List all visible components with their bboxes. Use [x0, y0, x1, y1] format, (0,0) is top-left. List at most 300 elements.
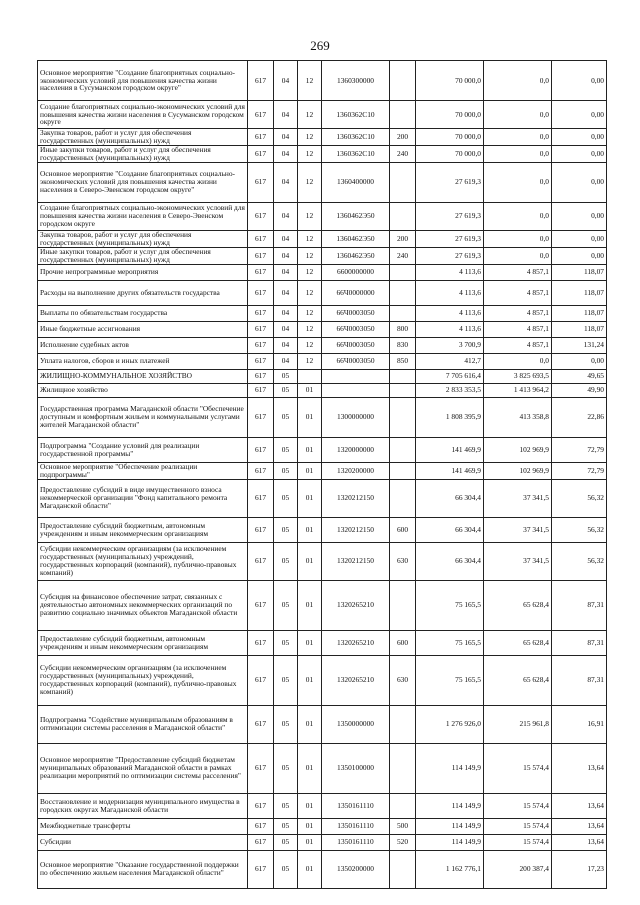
- cell-csr: 1300000000: [322, 397, 390, 437]
- cell-amount-fact: 1 413 964,2: [484, 383, 552, 397]
- cell-csr: 1320200000: [322, 462, 390, 479]
- cell-name: Основное мероприятие "Оказание государственной поддержки по обеспечению жильем населения Магаданской области": [38, 850, 248, 888]
- cell-csr: 66Ч0000000: [322, 280, 390, 305]
- cell-vr: 830: [390, 337, 416, 353]
- table-row: [38, 305, 607, 321]
- cell-ved: 617: [248, 479, 274, 517]
- table-row: [38, 479, 607, 517]
- cell-name: Подпрограмма "Содействие муниципальным образованиям в оптимизации системы расселения в Магаданской области": [38, 705, 248, 743]
- cell-csr: 1360462Э50: [322, 247, 390, 264]
- cell-name: Иные бюджетные ассигнования: [38, 321, 248, 337]
- cell-rz: 04: [274, 247, 298, 264]
- cell-amount-plan: 114 149,9: [416, 793, 484, 818]
- cell-amount-fact: 3 825 693,5: [484, 369, 552, 383]
- cell-pr: 12: [298, 280, 322, 305]
- table-row: [38, 705, 607, 743]
- cell-csr: 66Ч0003050: [322, 305, 390, 321]
- cell-name: Расходы на выполнение других обязательств государства: [38, 280, 248, 305]
- cell-csr: 1360362С10: [322, 129, 390, 146]
- cell-name: Создание благоприятных социально-экономических условий для повышения качества жизни населения в Северо-Эвенском городском округе: [38, 202, 248, 230]
- cell-pr: 01: [298, 462, 322, 479]
- cell-csr: 1320212150: [322, 542, 390, 580]
- cell-ved: 617: [248, 834, 274, 850]
- cell-percent: 22,86: [552, 397, 607, 437]
- cell-pr: 01: [298, 705, 322, 743]
- cell-vr: 630: [390, 542, 416, 580]
- cell-amount-plan: 4 113,6: [416, 280, 484, 305]
- cell-name: Предоставление субсидий бюджетным, автономным учреждениям и иным некоммерческим организациям: [38, 517, 248, 542]
- cell-name: ЖИЛИЩНО-КОММУНАЛЬНОЕ ХОЗЯЙСТВО: [38, 369, 248, 383]
- cell-vr: [390, 743, 416, 793]
- cell-vr: [390, 479, 416, 517]
- cell-rz: 05: [274, 383, 298, 397]
- cell-vr: [390, 305, 416, 321]
- cell-rz: 05: [274, 517, 298, 542]
- cell-amount-plan: 1 276 926,0: [416, 705, 484, 743]
- cell-percent: 56,32: [552, 517, 607, 542]
- cell-rz: 04: [274, 129, 298, 146]
- table-row: [38, 369, 607, 383]
- cell-ved: 617: [248, 705, 274, 743]
- cell-ved: 617: [248, 230, 274, 247]
- cell-amount-fact: 0,0: [484, 247, 552, 264]
- cell-vr: [390, 383, 416, 397]
- cell-amount-fact: 4 857,1: [484, 280, 552, 305]
- cell-rz: 05: [274, 479, 298, 517]
- cell-amount-plan: 27 619,3: [416, 230, 484, 247]
- table-row: [38, 280, 607, 305]
- cell-csr: 1320212150: [322, 517, 390, 542]
- cell-vr: [390, 397, 416, 437]
- table-row: [38, 542, 607, 580]
- cell-name: Прочие непрограммные мероприятия: [38, 264, 248, 280]
- cell-csr: 1350161110: [322, 834, 390, 850]
- table-row: [38, 580, 607, 630]
- cell-pr: 01: [298, 793, 322, 818]
- cell-rz: 05: [274, 655, 298, 705]
- cell-pr: 01: [298, 397, 322, 437]
- cell-csr: 1360300000: [322, 61, 390, 101]
- cell-amount-fact: 0,0: [484, 145, 552, 162]
- cell-amount-plan: 66 304,4: [416, 517, 484, 542]
- cell-csr: 1350161110: [322, 793, 390, 818]
- cell-name: Основное мероприятие "Создание благоприятных социально-экономических условий для повышения качества жизни населения в Сусуманском городском округе": [38, 61, 248, 101]
- cell-name: Основное мероприятие "Обеспечение реализации подпрограммы": [38, 462, 248, 479]
- cell-amount-fact: 102 969,9: [484, 462, 552, 479]
- cell-name: Выплаты по обязательствам государства: [38, 305, 248, 321]
- cell-name: Государственная программа Магаданской области "Обеспечение доступным и комфортным жильем и коммунальными услугами жителей Магаданской области": [38, 397, 248, 437]
- cell-percent: 49,90: [552, 383, 607, 397]
- cell-name: Субсидии: [38, 834, 248, 850]
- cell-pr: 01: [298, 818, 322, 834]
- cell-pr: 12: [298, 61, 322, 101]
- cell-rz: 04: [274, 202, 298, 230]
- cell-amount-fact: 4 857,1: [484, 321, 552, 337]
- cell-rz: 05: [274, 705, 298, 743]
- cell-ved: 617: [248, 397, 274, 437]
- cell-amount-fact: 15 574,4: [484, 834, 552, 850]
- cell-name: Создание благоприятных социально-экономических условий для повышения качества жизни населения в Сусуманском городском округе: [38, 101, 248, 129]
- cell-vr: 600: [390, 630, 416, 655]
- cell-name: Жилищное хозяйство: [38, 383, 248, 397]
- cell-percent: 56,32: [552, 479, 607, 517]
- table-row: [38, 437, 607, 462]
- cell-csr: 1360400000: [322, 162, 390, 202]
- cell-name: Иные закупки товаров, работ и услуг для обеспечения государственных (муниципальных) нужд: [38, 145, 248, 162]
- cell-amount-fact: 102 969,9: [484, 437, 552, 462]
- cell-csr: 1350161110: [322, 818, 390, 834]
- cell-percent: 13,64: [552, 793, 607, 818]
- cell-rz: 05: [274, 818, 298, 834]
- cell-pr: 01: [298, 655, 322, 705]
- cell-ved: 617: [248, 337, 274, 353]
- cell-vr: [390, 202, 416, 230]
- cell-amount-plan: 75 165,5: [416, 655, 484, 705]
- cell-rz: 04: [274, 145, 298, 162]
- table-row: [38, 793, 607, 818]
- cell-rz: 04: [274, 353, 298, 369]
- cell-ved: 617: [248, 793, 274, 818]
- cell-amount-plan: 27 619,3: [416, 247, 484, 264]
- cell-amount-fact: 0,0: [484, 61, 552, 101]
- cell-amount-plan: 412,7: [416, 353, 484, 369]
- cell-rz: 05: [274, 834, 298, 850]
- cell-percent: 13,64: [552, 818, 607, 834]
- cell-name: Субсидии некоммерческим организациям (за исключением государственных (муниципальных) учреждений, государственных корпораций (компаний), публично-правовых компаний): [38, 542, 248, 580]
- cell-vr: [390, 280, 416, 305]
- cell-rz: 05: [274, 462, 298, 479]
- cell-amount-plan: 66 304,4: [416, 542, 484, 580]
- cell-amount-fact: 4 857,1: [484, 337, 552, 353]
- cell-name: Предоставление субсидий в виде имущественного взноса некоммерческой организации "Фонд капитального ремонта Магаданской области": [38, 479, 248, 517]
- table-row: [38, 230, 607, 247]
- cell-name: Основное мероприятие "Предоставление субсидий бюджетам муниципальных образований Магаданской области в рамках реализации мероприятий по оптимизации системы расселения": [38, 743, 248, 793]
- cell-csr: 1360462Э50: [322, 230, 390, 247]
- cell-amount-fact: 200 387,4: [484, 850, 552, 888]
- cell-pr: 12: [298, 129, 322, 146]
- table-row: [38, 321, 607, 337]
- table-row: [38, 129, 607, 146]
- cell-percent: 72,79: [552, 437, 607, 462]
- cell-csr: 66Ч0003050: [322, 321, 390, 337]
- cell-ved: 617: [248, 321, 274, 337]
- cell-csr: [322, 369, 390, 383]
- cell-amount-fact: 413 358,8: [484, 397, 552, 437]
- cell-name: Иные закупки товаров, работ и услуг для обеспечения государственных (муниципальных) нужд: [38, 247, 248, 264]
- cell-rz: 04: [274, 321, 298, 337]
- cell-amount-fact: 0,0: [484, 230, 552, 247]
- cell-ved: 617: [248, 850, 274, 888]
- cell-amount-plan: 114 149,9: [416, 834, 484, 850]
- cell-pr: 01: [298, 743, 322, 793]
- cell-ved: 617: [248, 202, 274, 230]
- cell-vr: [390, 850, 416, 888]
- cell-pr: 01: [298, 630, 322, 655]
- cell-ved: 617: [248, 580, 274, 630]
- cell-vr: 240: [390, 145, 416, 162]
- cell-percent: 0,00: [552, 162, 607, 202]
- cell-percent: 0,00: [552, 61, 607, 101]
- table-row: [38, 101, 607, 129]
- cell-csr: 66Ч0003050: [322, 353, 390, 369]
- cell-rz: 05: [274, 542, 298, 580]
- cell-amount-fact: 0,0: [484, 129, 552, 146]
- cell-ved: 617: [248, 162, 274, 202]
- cell-pr: 01: [298, 383, 322, 397]
- cell-amount-plan: 66 304,4: [416, 479, 484, 517]
- cell-percent: 118,07: [552, 280, 607, 305]
- cell-pr: 12: [298, 353, 322, 369]
- cell-percent: 118,07: [552, 321, 607, 337]
- cell-ved: 617: [248, 655, 274, 705]
- cell-amount-plan: 70 000,0: [416, 145, 484, 162]
- table-row: [38, 247, 607, 264]
- cell-rz: 04: [274, 162, 298, 202]
- cell-percent: 72,79: [552, 462, 607, 479]
- table-row: [38, 850, 607, 888]
- cell-percent: 49,65: [552, 369, 607, 383]
- cell-percent: 87,31: [552, 630, 607, 655]
- cell-name: Субсидия на финансовое обеспечение затрат, связанных с деятельностью автономных некоммерческих организаций по развитию социально значимых объектов Магаданской области: [38, 580, 248, 630]
- cell-ved: 617: [248, 305, 274, 321]
- cell-csr: 1360362С10: [322, 101, 390, 129]
- cell-rz: 05: [274, 793, 298, 818]
- cell-amount-fact: 15 574,4: [484, 743, 552, 793]
- cell-vr: [390, 162, 416, 202]
- cell-rz: 04: [274, 101, 298, 129]
- cell-ved: 617: [248, 743, 274, 793]
- cell-csr: 1350200000: [322, 850, 390, 888]
- cell-pr: 01: [298, 479, 322, 517]
- cell-csr: 1350100000: [322, 743, 390, 793]
- cell-vr: 200: [390, 230, 416, 247]
- cell-ved: 617: [248, 542, 274, 580]
- cell-rz: 04: [274, 230, 298, 247]
- cell-amount-plan: 7 705 616,4: [416, 369, 484, 383]
- cell-pr: 01: [298, 517, 322, 542]
- cell-amount-fact: 65 628,4: [484, 580, 552, 630]
- table-row: [38, 462, 607, 479]
- cell-ved: 617: [248, 264, 274, 280]
- cell-amount-fact: 4 857,1: [484, 305, 552, 321]
- cell-name: Основное мероприятие "Создание благоприятных социально-экономических условий для повышения качества жизни населения в Северо-Эвенском городском округе": [38, 162, 248, 202]
- cell-amount-fact: 0,0: [484, 353, 552, 369]
- cell-vr: 520: [390, 834, 416, 850]
- table-row: [38, 818, 607, 834]
- cell-amount-plan: 1 808 395,9: [416, 397, 484, 437]
- cell-rz: 05: [274, 369, 298, 383]
- cell-pr: 01: [298, 580, 322, 630]
- cell-name: Исполнение судебных актов: [38, 337, 248, 353]
- cell-amount-plan: 27 619,3: [416, 202, 484, 230]
- table-row: [38, 145, 607, 162]
- cell-pr: 12: [298, 247, 322, 264]
- cell-amount-fact: 37 341,5: [484, 479, 552, 517]
- cell-csr: 66Ч0003050: [322, 337, 390, 353]
- cell-pr: 12: [298, 145, 322, 162]
- cell-rz: 05: [274, 850, 298, 888]
- cell-amount-plan: 70 000,0: [416, 61, 484, 101]
- cell-vr: 240: [390, 247, 416, 264]
- table-row: [38, 743, 607, 793]
- cell-vr: 630: [390, 655, 416, 705]
- cell-amount-plan: 141 469,9: [416, 462, 484, 479]
- cell-amount-fact: 65 628,4: [484, 655, 552, 705]
- cell-amount-fact: 215 961,8: [484, 705, 552, 743]
- cell-vr: [390, 793, 416, 818]
- cell-amount-fact: 15 574,4: [484, 818, 552, 834]
- cell-percent: 87,31: [552, 580, 607, 630]
- table-row: [38, 655, 607, 705]
- cell-percent: 0,00: [552, 247, 607, 264]
- cell-percent: 118,07: [552, 264, 607, 280]
- cell-amount-plan: 4 113,6: [416, 305, 484, 321]
- cell-amount-plan: 114 149,9: [416, 743, 484, 793]
- cell-csr: 1320265210: [322, 630, 390, 655]
- cell-csr: 6600000000: [322, 264, 390, 280]
- cell-amount-plan: 2 833 353,5: [416, 383, 484, 397]
- cell-vr: 200: [390, 129, 416, 146]
- cell-amount-plan: 4 113,6: [416, 264, 484, 280]
- cell-name: Закупка товаров, работ и услуг для обеспечения государственных (муниципальных) нужд: [38, 129, 248, 146]
- cell-ved: 617: [248, 61, 274, 101]
- cell-amount-plan: 1 162 776,1: [416, 850, 484, 888]
- cell-rz: 05: [274, 397, 298, 437]
- cell-vr: [390, 101, 416, 129]
- cell-csr: 1360362С10: [322, 145, 390, 162]
- cell-vr: [390, 369, 416, 383]
- cell-ved: 617: [248, 517, 274, 542]
- page-number: 269: [310, 38, 330, 53]
- cell-name: Уплата налогов, сборов и иных платежей: [38, 353, 248, 369]
- cell-rz: 05: [274, 630, 298, 655]
- cell-name: Субсидии некоммерческим организациям (за исключением государственных (муниципальных) учреждений, государственных корпораций (компаний), публично-правовых компаний): [38, 655, 248, 705]
- cell-ved: 617: [248, 145, 274, 162]
- cell-ved: 617: [248, 437, 274, 462]
- cell-percent: 0,00: [552, 129, 607, 146]
- cell-rz: 05: [274, 743, 298, 793]
- cell-ved: 617: [248, 369, 274, 383]
- cell-pr: 12: [298, 264, 322, 280]
- cell-vr: 800: [390, 321, 416, 337]
- cell-pr: 12: [298, 230, 322, 247]
- cell-percent: 0,00: [552, 353, 607, 369]
- table-row: [38, 397, 607, 437]
- cell-vr: [390, 437, 416, 462]
- cell-name: Закупка товаров, работ и услуг для обеспечения государственных (муниципальных) нужд: [38, 230, 248, 247]
- cell-pr: 12: [298, 101, 322, 129]
- cell-amount-fact: 37 341,5: [484, 517, 552, 542]
- budget-table: [37, 60, 607, 889]
- cell-percent: 131,24: [552, 337, 607, 353]
- cell-name: Подпрограмма "Создание условий для реализации государственной программы": [38, 437, 248, 462]
- cell-ved: 617: [248, 129, 274, 146]
- cell-ved: 617: [248, 462, 274, 479]
- cell-pr: 12: [298, 162, 322, 202]
- cell-rz: 04: [274, 280, 298, 305]
- cell-csr: 1320212150: [322, 479, 390, 517]
- table-row: [38, 353, 607, 369]
- cell-csr: 1360462Э50: [322, 202, 390, 230]
- cell-amount-fact: 65 628,4: [484, 630, 552, 655]
- cell-amount-fact: 15 574,4: [484, 793, 552, 818]
- cell-name: Межбюджетные трансферты: [38, 818, 248, 834]
- cell-amount-plan: 70 000,0: [416, 101, 484, 129]
- cell-pr: 12: [298, 337, 322, 353]
- table-row: [38, 383, 607, 397]
- cell-rz: 05: [274, 437, 298, 462]
- cell-amount-fact: 0,0: [484, 162, 552, 202]
- table-row: [38, 264, 607, 280]
- cell-name: Предоставление субсидий бюджетным, автономным учреждениям и иным некоммерческим организациям: [38, 630, 248, 655]
- cell-name: Восстановление и модернизация муниципального имущества в городских округах Магаданской области: [38, 793, 248, 818]
- cell-percent: 16,91: [552, 705, 607, 743]
- cell-amount-plan: 114 149,9: [416, 818, 484, 834]
- cell-pr: 01: [298, 850, 322, 888]
- cell-percent: 0,00: [552, 202, 607, 230]
- cell-amount-fact: 37 341,5: [484, 542, 552, 580]
- cell-vr: [390, 264, 416, 280]
- cell-csr: 1350000000: [322, 705, 390, 743]
- cell-rz: 04: [274, 264, 298, 280]
- cell-csr: [322, 383, 390, 397]
- cell-percent: 87,31: [552, 655, 607, 705]
- cell-amount-plan: 3 700,9: [416, 337, 484, 353]
- cell-vr: [390, 462, 416, 479]
- cell-csr: 1320265210: [322, 655, 390, 705]
- cell-amount-fact: 0,0: [484, 202, 552, 230]
- cell-pr: 01: [298, 542, 322, 580]
- cell-pr: [298, 369, 322, 383]
- cell-ved: 617: [248, 247, 274, 264]
- table-row: [38, 517, 607, 542]
- cell-amount-plan: 75 165,5: [416, 630, 484, 655]
- table-row: [38, 630, 607, 655]
- cell-percent: 0,00: [552, 230, 607, 247]
- cell-percent: 17,23: [552, 850, 607, 888]
- cell-amount-plan: 141 469,9: [416, 437, 484, 462]
- cell-rz: 04: [274, 337, 298, 353]
- cell-vr: [390, 705, 416, 743]
- cell-amount-plan: 27 619,3: [416, 162, 484, 202]
- cell-ved: 617: [248, 101, 274, 129]
- cell-percent: 13,64: [552, 834, 607, 850]
- cell-pr: 12: [298, 321, 322, 337]
- cell-vr: 600: [390, 517, 416, 542]
- table-row: [38, 162, 607, 202]
- table-row: [38, 337, 607, 353]
- cell-amount-plan: 4 113,6: [416, 321, 484, 337]
- cell-vr: [390, 580, 416, 630]
- cell-pr: 01: [298, 437, 322, 462]
- table-row: [38, 61, 607, 101]
- cell-rz: 05: [274, 580, 298, 630]
- cell-amount-fact: 4 857,1: [484, 264, 552, 280]
- cell-amount-fact: 0,0: [484, 101, 552, 129]
- cell-amount-plan: 70 000,0: [416, 129, 484, 146]
- cell-pr: 01: [298, 834, 322, 850]
- cell-percent: 0,00: [552, 145, 607, 162]
- cell-ved: 617: [248, 383, 274, 397]
- cell-rz: 04: [274, 61, 298, 101]
- cell-pr: 12: [298, 202, 322, 230]
- cell-rz: 04: [274, 305, 298, 321]
- table-row: [38, 834, 607, 850]
- cell-vr: [390, 61, 416, 101]
- cell-percent: 13,64: [552, 743, 607, 793]
- cell-percent: 118,07: [552, 305, 607, 321]
- cell-percent: 0,00: [552, 101, 607, 129]
